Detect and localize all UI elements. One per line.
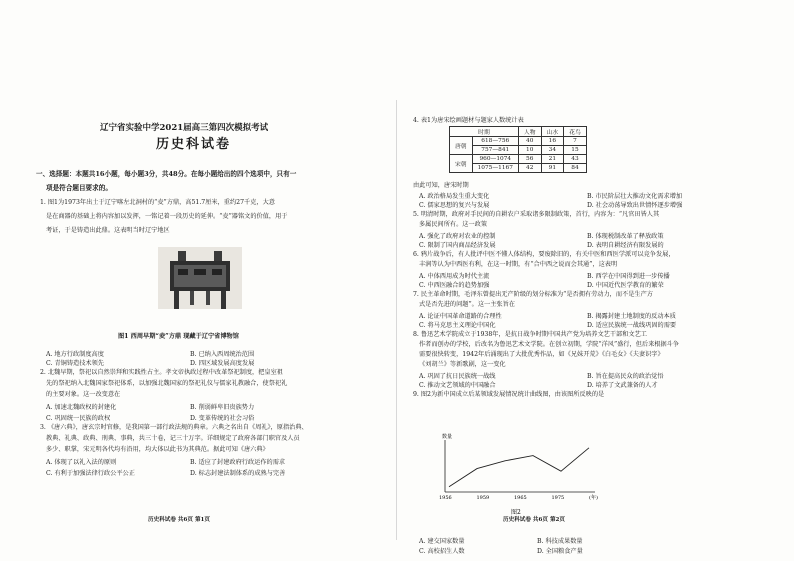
table-header: 山水: [541, 127, 564, 137]
q4-text: 由此可知，唐宋时期: [413, 182, 469, 189]
q6-line-2: 丰润等认为中西医有利，在这一时期，有“合中西之说而会其通”，这表明: [419, 261, 618, 268]
q8-option-b[interactable]: B. 旨在提高民众的政治觉悟: [587, 373, 664, 380]
figure-1-caption: 图1 西周早期“夌”方鼎 现藏于辽宁省博物馆: [118, 333, 239, 340]
q5-line-2: 多属民间所有。这一政策: [419, 221, 488, 228]
painting-stats-table: [449, 126, 587, 173]
q2-option-a[interactable]: A. 加速北魏政权的封建化: [46, 404, 117, 411]
q5-option-c[interactable]: C. 限制了国内商品经济发展: [419, 242, 496, 249]
q5-option-d[interactable]: D. 表明自耕经济有限发展的: [587, 242, 664, 249]
table-cell: 21: [541, 155, 564, 164]
q3-option-c[interactable]: C. 有利于加强法律行政公平公正: [46, 470, 135, 477]
q8-line-4: 《刘胡兰》等新歌剧，这一变化: [419, 361, 506, 368]
q1-option-a[interactable]: A. 地方行政制度高度: [46, 351, 104, 358]
q9-option-a[interactable]: A. 建交国家数量: [419, 538, 465, 545]
table-cell: 15: [564, 146, 587, 155]
q3-option-b[interactable]: B. 适应了封建政府行政运作的需求: [190, 459, 286, 466]
table-cell: 10: [518, 146, 541, 155]
q4-option-c[interactable]: C. 儒家思想的复兴与发展: [419, 202, 490, 209]
section-heading: 一、选择题：本题共16小题，每小题3分，共48分。在每小题给出的四个选项中，只有一: [36, 170, 297, 178]
q7-option-a[interactable]: A. 论证中国革命道路的合理性: [419, 313, 502, 320]
q3-line-3: 多少、职掌，宋元明各代均有沿用，均大体以此书为其典范。据此可知《唐六典》: [46, 446, 269, 453]
chart-caption: 图2: [511, 509, 521, 516]
table-header: 时期: [450, 127, 519, 137]
chart-y-label: 数量: [442, 434, 453, 440]
q8-option-d[interactable]: D. 培养了文武兼备的人才: [587, 382, 658, 389]
q6-option-b[interactable]: B. 西学在中国得到进一步传播: [587, 273, 670, 280]
table-cell: 7: [564, 137, 587, 146]
chart-x-tick-label: 1959: [476, 495, 490, 501]
subject-title: 历史科试卷: [156, 137, 232, 152]
q6-option-c[interactable]: C. 中西医融合的趋势加强: [419, 282, 490, 289]
right-page: [397, 0, 794, 561]
table-row: [450, 155, 587, 164]
q9-option-d[interactable]: D. 全国粮食产量: [537, 548, 583, 555]
q2-line-2: 先的祭祀纳入北魏国家祭祀体系，以加强北魏国家的祭祀礼仪与儒家礼教融合，使祭祀礼: [46, 380, 288, 387]
q4-option-a[interactable]: A. 政治格局发生重大变化: [419, 193, 490, 200]
q3-option-d[interactable]: D. 标志封建法制体系的成熟与完善: [190, 470, 286, 477]
q8-line-1: 8. 鲁迅艺术学院成立于1938年，是抗日战争时期中国共产党为培养文艺干部和文艺工: [413, 331, 647, 338]
table-cell-period: 960—1074: [472, 155, 518, 164]
table-cell-period: 757—841: [472, 146, 518, 155]
q8-line-3: 需要很快转变，1942年后涌现出了大批优秀作品，如《兄妹开荒》《白毛女》《夫妻识字》: [419, 351, 664, 358]
q6-option-a[interactable]: A. 中体西用成为时代主流: [419, 273, 490, 280]
q9-stem: 9. 图2为新中国成立后某领域发展情况统计曲线图，由该图所反映的是: [413, 391, 605, 398]
q9-option-c[interactable]: C. 高校招生人数: [419, 548, 465, 555]
table-cell-period: 1075—1167: [472, 164, 518, 173]
q2-option-d[interactable]: D. 变革传统的社会习俗: [190, 415, 255, 422]
table-header-row: [450, 127, 587, 137]
q1-line-3: 考证，于是铸造出此鼎。这表明当时辽宁地区: [46, 227, 170, 234]
q2-line-1: 2. 北魏早期，祭祀以自然崇拜和实践性占主。孝文帝执政过程中改革祭祀制度，把皇室祖: [40, 369, 283, 376]
chart-x-tick-label: 1965: [514, 495, 527, 501]
chart-x-tick-label: (年): [589, 495, 598, 501]
q5-line-1: 5. 明清时期，政府对手民间的自耕农户采取诸多限制政策，首行，内容为：“凡官田皆人其: [413, 211, 660, 218]
q1-option-b[interactable]: B. 已纳入西周统治范围: [190, 351, 255, 358]
table-cell-dynasty: 唐朝: [450, 137, 473, 155]
q7-line-2: 式是否先进的问题”。这一主张旨在: [419, 301, 515, 308]
q7-option-d[interactable]: D. 适应民族统一战线巩固的需要: [587, 322, 677, 329]
bronze-ding-image: [150, 245, 250, 325]
chart-x-tick-label: 1956: [439, 495, 452, 501]
q2-option-c[interactable]: C. 巩固统一民族的政权: [46, 415, 111, 422]
q8-option-c[interactable]: C. 推动文艺领域的中国融合: [419, 382, 496, 389]
table-row: [450, 137, 587, 146]
table-cell: 16: [541, 137, 564, 146]
table-cell-dynasty: 宋朝: [450, 155, 473, 173]
chart-series-line: [449, 448, 589, 487]
q4-option-b[interactable]: B. 市民阶层壮大推动文化需求增加: [587, 193, 683, 200]
school-title: 辽宁省实验中学2021届高三第四次模拟考试: [100, 123, 269, 133]
q6-line-1: 6. 鸦片战争后，有人批评中医不懂人体结构，要废除旧的，有关中医和西医学派可以竞争发展，: [413, 251, 675, 258]
figure-2-line-chart: [431, 430, 601, 520]
q4-stem: 4. 表1为唐宋绘画题材与题家人数统计表: [413, 117, 524, 124]
table-cell: 56: [518, 155, 541, 164]
table-cell: 42: [518, 164, 541, 173]
table-cell: 34: [541, 146, 564, 155]
q1-line-1: 1. 图1为1973年出土于辽宁喀左北洞村的“夌”方鼎，高51.7厘米，重约27千克，大意: [40, 199, 275, 206]
q7-option-c[interactable]: C. 将马克思主义理论中国化: [419, 322, 496, 329]
q1-line-2: 是在商器的基础上将内容加以发挥，一铭记着一段历史的延伸。“夌”器铭文的价值，用于: [46, 213, 288, 220]
left-footer: 历史科试卷 共6页 第1页: [148, 517, 211, 523]
q3-option-a[interactable]: A. 体现了以礼入法的原则: [46, 459, 117, 466]
q5-option-a[interactable]: A. 强化了政府对农业的控制: [419, 233, 496, 240]
q6-option-d[interactable]: D. 中国近代医学教育的繁荣: [587, 282, 664, 289]
q5-option-b[interactable]: B. 体现税制改革了释放政策: [587, 233, 664, 240]
q1-option-c[interactable]: C. 青铜铸造技术领先: [46, 360, 104, 367]
section-heading-2: 项是符合题目要求的。: [46, 184, 112, 192]
q7-line-1: 7. 民主革命时期，毛泽东曾提出无产阶级的划分标准为“是否拥有劳动力，而不是生产方: [413, 291, 653, 298]
right-footer: 历史科试卷 共6页 第2页: [503, 517, 566, 523]
q8-option-a[interactable]: A. 巩固了抗日民族统一战线: [419, 373, 496, 380]
table-header: 人物: [518, 127, 541, 137]
table-cell: 40: [518, 137, 541, 146]
q3-line-2: 教典、礼典、政典、刑典、事典，共三十卷，记三十万字。详细规定了政府各部门职官及人员: [46, 435, 300, 442]
q4-option-d[interactable]: D. 社会动荡导致出世情怀逐步增强: [587, 202, 683, 209]
q1-option-d[interactable]: D. 四区域发展高度发展: [190, 360, 255, 367]
q3-line-1: 3. 《唐六典》，唐玄宗时官修，是我国第一部行政法规的典章。六典之名出自《周礼》，原指治典、: [40, 424, 308, 431]
table-cell-period: 618—756: [472, 137, 518, 146]
q2-line-3: 的主要对象。这一改变意在: [46, 391, 121, 398]
table-cell: 84: [564, 164, 587, 173]
q2-option-b[interactable]: B. 削弱鲜卑旧贵族势力: [190, 404, 255, 411]
table-header: 花鸟: [564, 127, 587, 137]
q8-line-2: 作者而创办的学校，后改名为鲁迅艺术文学院。在创立初期，学院“洋风”盛行，但后来根据斗争: [419, 341, 680, 348]
chart-x-tick-label: 1975: [551, 495, 565, 501]
table-cell: 43: [564, 155, 587, 164]
table-cell: 91: [541, 164, 564, 173]
q7-option-b[interactable]: B. 揭露封建土地制度的反动本质: [587, 313, 676, 320]
q9-option-b[interactable]: B. 科技成果数量: [537, 538, 583, 545]
